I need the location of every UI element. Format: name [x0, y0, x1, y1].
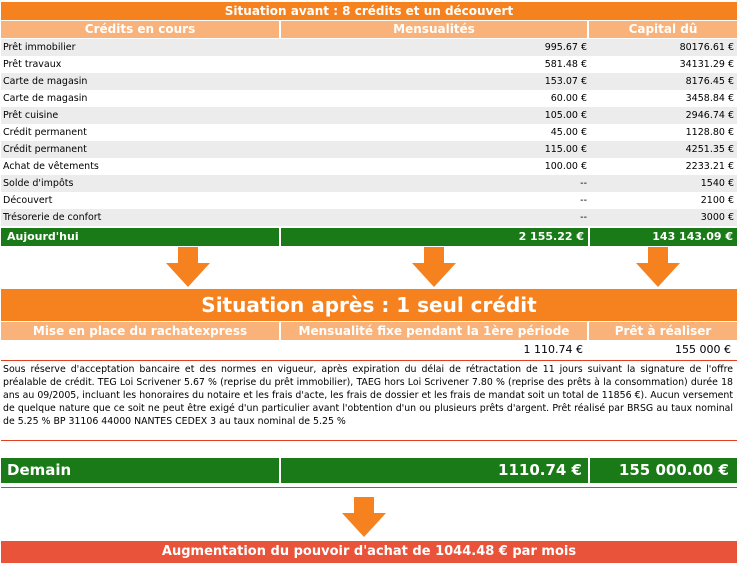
row-capital: 1128.80 € — [685, 127, 734, 138]
row-label: Achat de vêtements — [3, 161, 99, 172]
after-title: Situation après : 1 seul crédit — [1, 289, 737, 321]
table-row — [1, 141, 737, 158]
table-row — [1, 56, 737, 73]
table-row — [1, 107, 737, 124]
row-label: Crédit permanent — [3, 144, 87, 155]
row-monthly: 153.07 € — [544, 76, 587, 87]
divider — [1, 440, 737, 441]
arrow-down-icon — [636, 247, 680, 287]
row-label: Carte de magasin — [3, 76, 88, 87]
before-title: Situation avant : 8 crédits et un découvert — [1, 2, 737, 20]
legal-notice: Sous réserve d'acceptation bancaire et des normes en vigueur, après expiration du délai de rétractation de 11 jours suivant la signature de l'offre préalable de crédit. TEG Loi Scrivener 5.67 % (reprise du prêt immobilier), TAEG hors Loi Scrivener 7.80 % (reprise des prêts à la consommation) durée 18 ans au 09/2005, incluant les honoraires du notaire et les frais d'acte, les frais de dossier et les frais de mandat soit un total de 11856 €). Aucun versement de quelque nature que ce soit ne peut être exigé d'un particulier avant l'obtention d'un ou plusieurs prêts d'argent. Prêt réalisé par BRSG au taux nominal de 5.25 % BP 31106 44000 NANTES CEDEX 3 au taux nominal de 5.25 % — [3, 364, 733, 427]
total-label: Aujourd'hui — [1, 228, 279, 246]
row-capital: 2100 € — [700, 195, 734, 206]
row-monthly: -- — [580, 178, 587, 189]
row-label: Prêt travaux — [3, 59, 62, 70]
header-capital: Capital dû — [589, 21, 737, 38]
arrow-down-icon — [412, 247, 456, 287]
row-label: Crédit permanent — [3, 127, 87, 138]
table-row — [1, 175, 737, 192]
after-loan: 155 000 € — [675, 343, 731, 356]
result-banner: Augmentation du pouvoir d'achat de 1044.48 € par mois — [1, 541, 737, 563]
row-capital: 1540 € — [700, 178, 734, 189]
row-monthly: -- — [580, 212, 587, 223]
row-capital: 3000 € — [700, 212, 734, 223]
table-row — [1, 39, 737, 56]
row-capital: 2946.74 € — [685, 110, 734, 121]
table-row — [1, 90, 737, 107]
row-capital: 4251.35 € — [685, 144, 734, 155]
row-monthly: 995.67 € — [544, 42, 587, 53]
header-monthly: Mensualités — [281, 21, 587, 38]
demain-row — [1, 458, 737, 483]
header-credits: Crédits en cours — [1, 21, 279, 38]
header-setup: Mise en place du rachatexpress — [1, 322, 279, 340]
table-row — [1, 73, 737, 90]
divider — [588, 228, 590, 246]
demain-monthly: 1110.74 € — [498, 461, 582, 479]
row-monthly: -- — [580, 195, 587, 206]
after-monthly: 1 110.74 € — [523, 343, 583, 356]
table-row — [1, 192, 737, 209]
row-label: Trésorerie de confort — [3, 212, 102, 223]
table-row — [1, 209, 737, 226]
demain-capital: 155 000.00 € — [618, 461, 729, 479]
divider — [1, 360, 737, 361]
row-capital: 3458.84 € — [685, 93, 734, 104]
demain-label: Demain — [7, 461, 72, 479]
row-monthly: 45.00 € — [550, 127, 587, 138]
row-label: Prêt cuisine — [3, 110, 59, 121]
row-monthly: 60.00 € — [550, 93, 587, 104]
divider — [279, 458, 281, 483]
row-label: Solde d'impôts — [3, 178, 74, 189]
row-label: Prêt immobilier — [3, 42, 76, 53]
row-label: Carte de magasin — [3, 93, 88, 104]
divider — [588, 458, 590, 483]
header-loan: Prêt à réaliser — [589, 322, 737, 340]
row-capital: 2233.21 € — [685, 161, 734, 172]
row-monthly: 105.00 € — [544, 110, 587, 121]
row-capital: 80176.61 € — [679, 42, 734, 53]
header-fixed-monthly: Mensualité fixe pendant la 1ère période — [281, 322, 587, 340]
row-label: Découvert — [3, 195, 53, 206]
table-row — [1, 124, 737, 141]
table-row — [1, 158, 737, 175]
arrow-down-icon — [342, 497, 386, 537]
divider — [279, 228, 281, 246]
row-monthly: 115.00 € — [544, 144, 587, 155]
row-monthly: 581.48 € — [544, 59, 587, 70]
row-monthly: 100.00 € — [544, 161, 587, 172]
divider — [1, 487, 737, 488]
total-row — [1, 228, 737, 246]
total-monthly: 2 155.22 € — [281, 228, 588, 246]
total-capital: 143 143.09 € — [590, 228, 737, 246]
row-capital: 34131.29 € — [679, 59, 734, 70]
row-capital: 8176.45 € — [685, 76, 734, 87]
arrow-down-icon — [166, 247, 210, 287]
